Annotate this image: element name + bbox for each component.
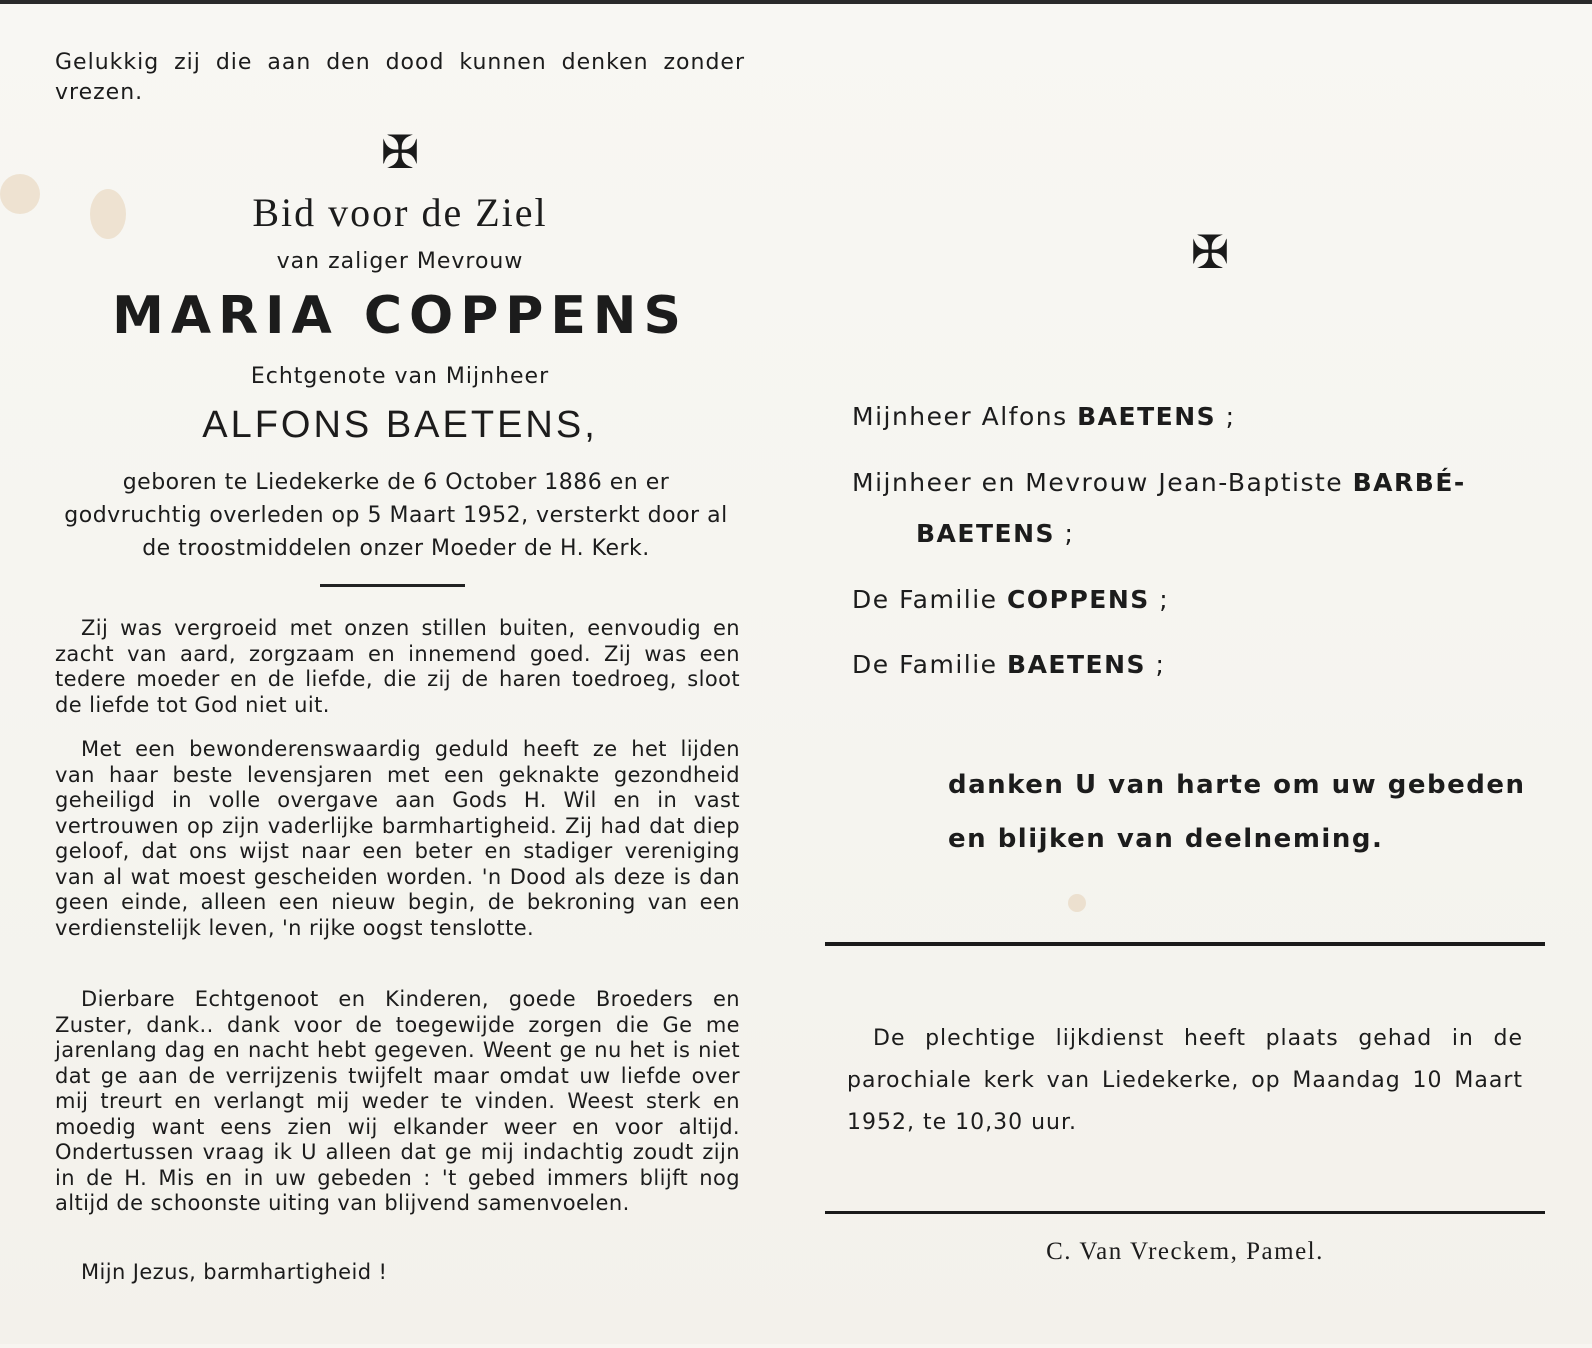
family-line-prefix: Mijnheer Alfons [852,402,1078,431]
divider [825,942,1545,946]
left-page [0,4,800,1348]
birth-death-text: geboren te Liedekerke de 6 October 1886 en er godvruchtig overleden op 5 Maart 1952, versterkt door al de troostmiddelen onzer Moeder de H. Kerk. [64,470,728,561]
family-line-suffix: ; [1146,650,1166,679]
service-info: De plechtige lijkdienst heeft plaats gehad in de parochiale kerk van Liedekerke, op Maandag 10 Maart 1952, te 10,30 uur. [847,1026,1523,1135]
epigraph: Gelukkig zij die aan den dood kunnen denken zonder vrezen. [55,50,745,105]
family-line-suffix: ; [1055,519,1075,548]
cross-icon: ✠ [1190,225,1230,279]
paragraph-3: Dierbare Echtgenoot en Kinderen, goede Broeders en Zuster, dank.. dank voor de toegewijde zorgen die Ge me jarenlang dag en nacht hebt gegeven. Weent ge nu het is niet dat ge aan de verrijzenis twijfelt maar omdat uw liefde over mij treurt en verlangt mij weder te vinden. Weest sterk en moedig want eens zien wij elkander weer en voor altijd. Ondertussen vraag ik U alleen dat ge mij indachtig zoudt zijn in de H. Mis en in uw gebeden : 't gebed immers blijft nog altijd de schoonste uiting van blijvend samenvoelen. [55,987,740,1215]
family-line-suffix: ; [1149,585,1170,614]
cross-icon: ✠ [380,125,420,179]
family-line [852,468,1466,497]
family-line-prefix: Mijnheer en Mevrouw Jean-Baptiste [852,468,1353,497]
family-line [852,650,1165,679]
spouse-of-line: Echtgenote van Mijnheer [250,364,550,389]
closing-prayer: Mijn Jezus, barmhartigheid ! [81,1260,388,1284]
divider [825,1211,1545,1214]
family-line [916,519,1074,548]
right-page [800,4,1592,1348]
prayer-heading: Bid voor de Ziel [252,190,548,235]
divider [320,584,465,587]
family-line-name: BAETENS [1077,402,1217,431]
family-line-prefix: De Familie [852,585,1008,614]
printer-credit: C. Van Vreckem, Pamel. [1046,1238,1324,1265]
family-line-name: BAETENS [916,519,1056,548]
spouse-name: ALFONS BAETENS, [202,404,598,446]
paragraph-2: Met een bewonderenswaardig geduld heeft ze het lijden van haar beste levensjaren met een geknakte gezondheid geheiligd in volle overgave aan Gods H. Wil en in vast vertrouwen op zijn vaderlijke barmhartigheid. Zij had dat diep geloof, dat ons wijst naar een beter en stadiger vereniging van al wat moest gescheiden worden. 'n Dood als deze is dan geen einde, alleen een nieuw begin, de bekroning van een verdienstelijk leven, 'n rijke oogst tenslotte. [55,737,740,940]
thank-message: danken U van harte om uw gebeden en blijken van deelneming. [948,770,1526,854]
van-zaliger-line: van zaliger Mevrouw [276,249,524,274]
family-line-suffix: ; [1216,402,1236,431]
family-line-name: BAETENS [1007,650,1147,679]
paragraph-1: Zij was vergroeid met onzen stillen buiten, eenvoudig en zacht van aard, zorgzaam en innemend goed. Zij was een tedere moeder en de liefde, die zij de haren toedroeg, sloot de liefde tot God niet uit. [55,616,740,717]
family-line [852,402,1236,431]
deceased-name: MARIA COPPENS [112,286,688,346]
family-line-prefix: De Familie [852,650,1008,679]
family-line-name: COPPENS [1007,585,1150,614]
family-line [852,585,1169,614]
family-line-name: BARBÉ- [1352,468,1466,497]
